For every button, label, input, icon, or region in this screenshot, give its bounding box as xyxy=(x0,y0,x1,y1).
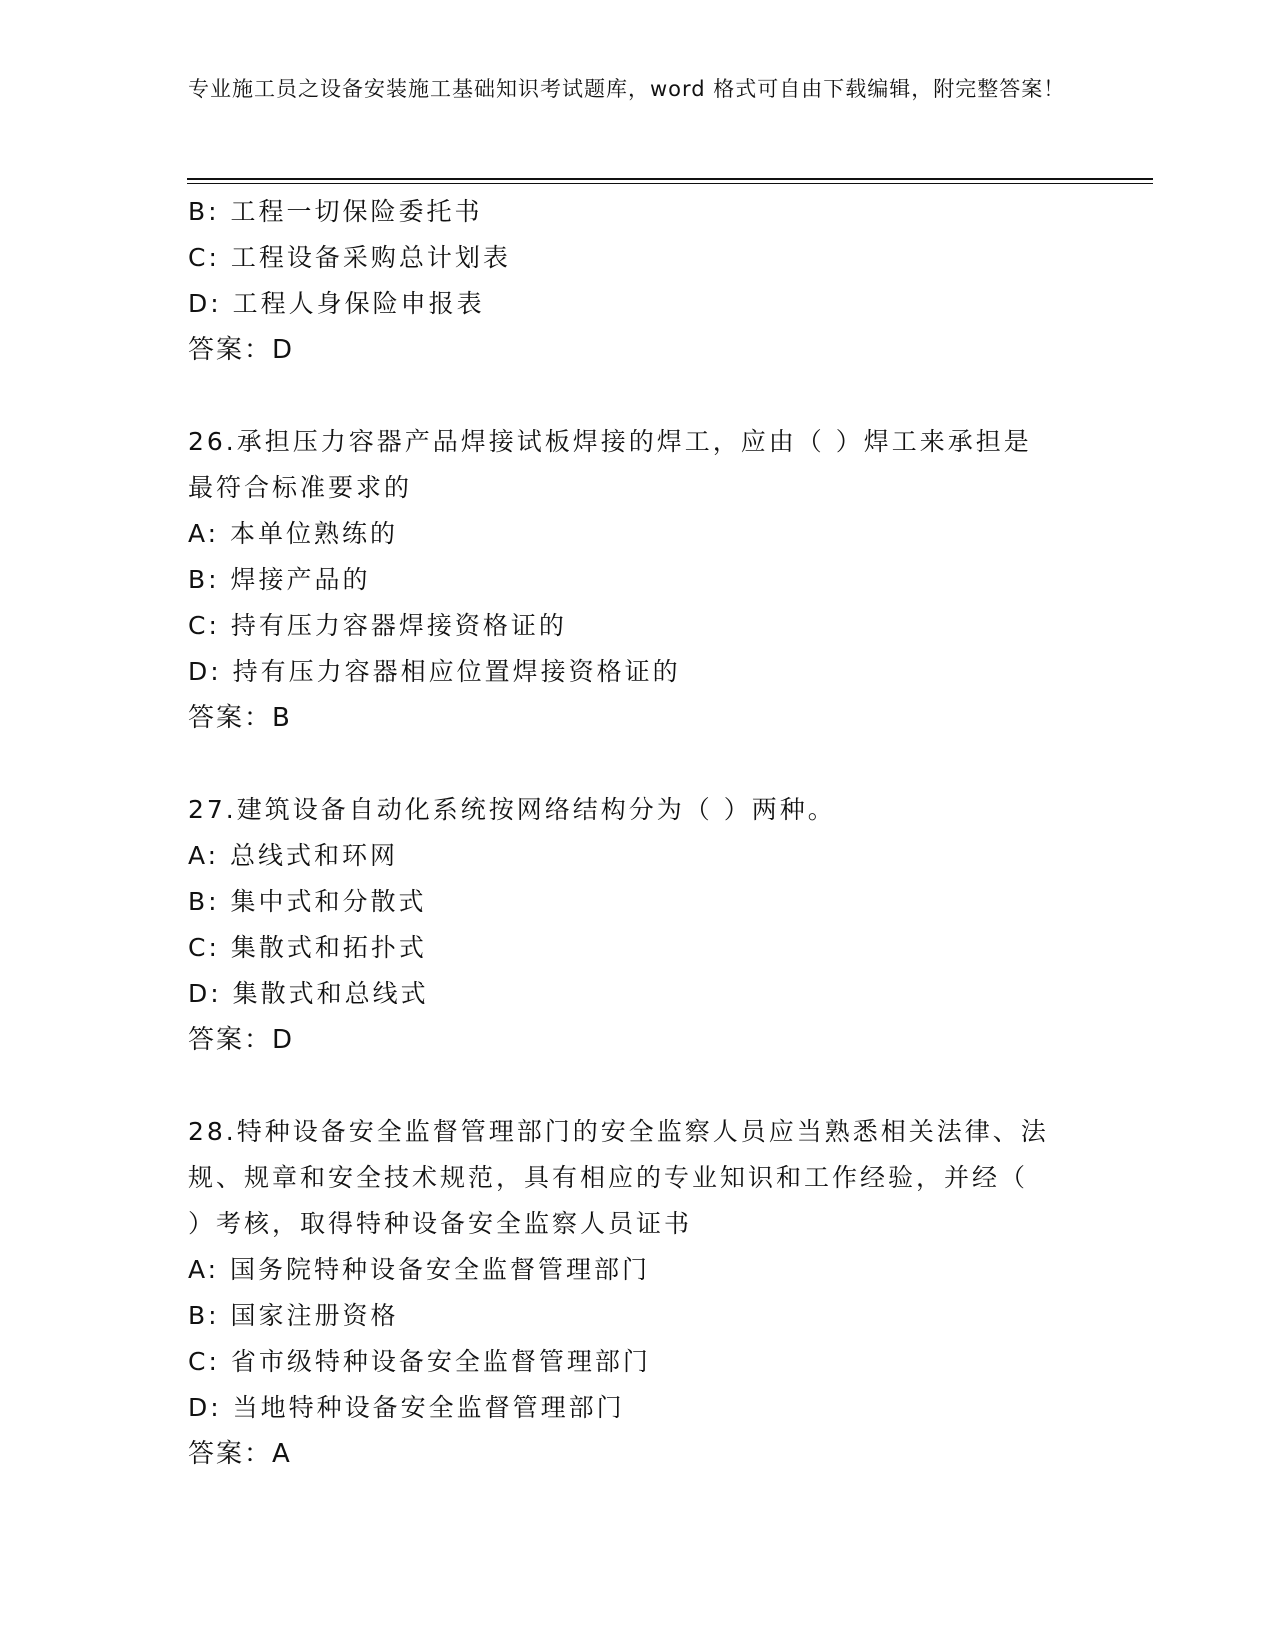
option-d: D: 工程人身保险申报表 xyxy=(188,289,485,318)
question-26 xyxy=(188,419,1088,741)
option-a: A: 国务院特种设备安全监督管理部门 xyxy=(188,1255,651,1284)
question-25-tail xyxy=(188,189,1088,373)
option-b: B: 焊接产品的 xyxy=(188,565,371,594)
header-divider-thin xyxy=(187,183,1153,184)
option-a: A: 本单位熟练的 xyxy=(188,519,399,548)
option-d: D: 持有压力容器相应位置焊接资格证的 xyxy=(188,657,681,686)
option-c: C: 集散式和拓扑式 xyxy=(188,933,427,962)
question-stem-line: 26.承担压力容器产品焊接试板焊接的焊工，应由（ ）焊工来承担是 xyxy=(188,427,1032,456)
question-content xyxy=(188,189,1088,1477)
option-c: C: 工程设备采购总计划表 xyxy=(188,243,511,272)
option-a: A: 总线式和环网 xyxy=(188,841,399,870)
option-b: B: 集中式和分散式 xyxy=(188,887,427,916)
option-d: D: 当地特种设备安全监督管理部门 xyxy=(188,1393,625,1422)
answer-line: 答案：D xyxy=(188,1025,295,1055)
option-b: B: 工程一切保险委托书 xyxy=(188,197,483,226)
question-stem-line: 规、规章和安全技术规范，具有相应的专业知识和工作经验，并经（ xyxy=(188,1163,1029,1192)
question-stem-line: 28.特种设备安全监督管理部门的安全监察人员应当熟悉相关法律、法 xyxy=(188,1117,1049,1146)
question-stem-line: 27.建筑设备自动化系统按网络结构分为（ ）两种。 xyxy=(188,795,836,824)
question-stem-line: ）考核，取得特种设备安全监察人员证书 xyxy=(188,1209,693,1238)
question-27 xyxy=(188,787,1088,1063)
answer-line: 答案：A xyxy=(188,1439,292,1469)
option-d: D: 集散式和总线式 xyxy=(188,979,429,1008)
option-c: C: 省市级特种设备安全监督管理部门 xyxy=(188,1347,651,1376)
question-stem-line: 最符合标准要求的 xyxy=(188,473,413,502)
header-divider-thick xyxy=(187,178,1153,180)
answer-line: 答案：D xyxy=(188,335,295,365)
option-c: C: 持有压力容器焊接资格证的 xyxy=(188,611,567,640)
question-28 xyxy=(188,1109,1088,1477)
answer-line: 答案：B xyxy=(188,703,292,733)
document-header: 专业施工员之设备安装施工基础知识考试题库，word 格式可自由下载编辑，附完整答案！ xyxy=(188,77,1066,101)
option-b: B: 国家注册资格 xyxy=(188,1301,399,1330)
